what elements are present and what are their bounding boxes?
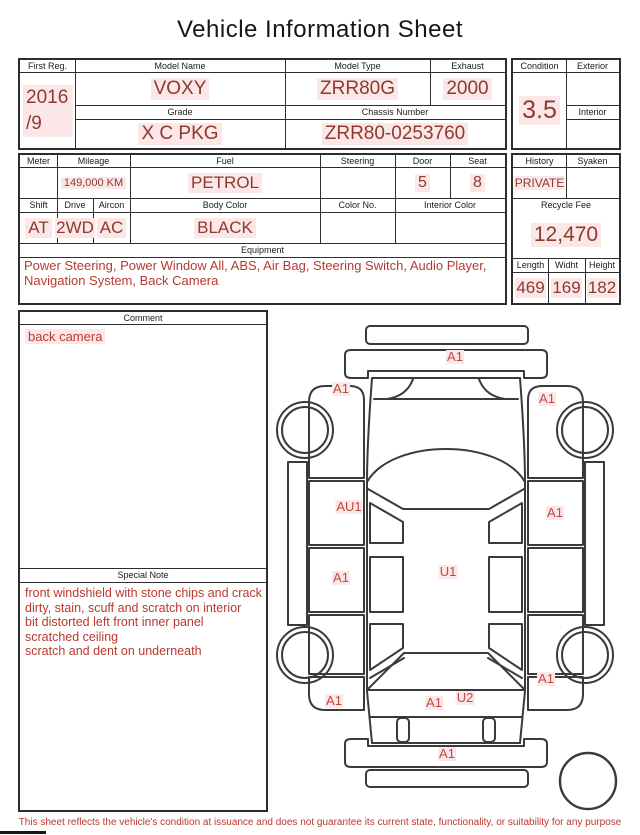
right-taillight <box>483 718 495 742</box>
damage-code-A1: A1 <box>439 746 455 761</box>
door-label: Door <box>412 156 433 166</box>
right-front-window <box>489 503 522 543</box>
seat-value <box>450 167 505 198</box>
shift-text: AT <box>25 218 51 238</box>
interior-label: Interior <box>578 107 607 117</box>
body-color-label: Body Color <box>202 200 248 210</box>
drive-label: Drive <box>64 200 86 210</box>
mileage-text: 149,000 KM <box>61 177 126 189</box>
chassis-number-label: Chassis Number <box>361 107 429 117</box>
right-quarter-window <box>489 624 522 670</box>
comment-value: back camera <box>25 329 105 344</box>
seat-label: Seat <box>468 156 487 166</box>
special-note-line: bit distorted left front inner panel <box>25 615 204 629</box>
model-type-value <box>285 72 430 105</box>
condition-value <box>513 72 566 148</box>
spare-tire <box>560 753 616 809</box>
aircon-value <box>93 212 130 243</box>
right-sill <box>585 462 604 625</box>
steering-label: Steering <box>340 156 375 166</box>
exhaust-label: Exhaust <box>451 61 484 71</box>
shift-value <box>20 212 57 243</box>
fuel-label: Fuel <box>216 156 234 166</box>
history-label: History <box>525 156 554 166</box>
interior-color-label: Interior Color <box>423 200 477 210</box>
hood-right-curve <box>479 379 505 399</box>
seat-text: 8 <box>470 174 485 192</box>
shift-label: Shift <box>29 200 48 210</box>
damage-code-AU1: AU1 <box>336 499 362 514</box>
mileage-value <box>57 167 130 198</box>
length-text: 469 <box>516 277 545 297</box>
special-note-line: front windshield with stone chips and crack <box>25 586 262 600</box>
aircon-label: Aircon <box>98 200 125 210</box>
left-quarter-window <box>370 624 403 670</box>
spec-table <box>18 153 507 305</box>
height-label: Height <box>588 260 615 270</box>
exterior-label: Exterior <box>576 61 608 71</box>
front-roof-strip <box>366 326 528 344</box>
width-text: 169 <box>552 277 581 297</box>
body-left-front-edge <box>367 378 372 482</box>
registration-table <box>18 58 507 150</box>
exterior-value <box>566 72 619 105</box>
equipment-value: Power Steering, Power Window All, ABS, Air Bag, Steering Switch, Audio Player, Navigation System, Back Camera <box>24 258 487 288</box>
special-note-label: Special Note <box>117 570 169 580</box>
left-taillight <box>397 718 409 742</box>
first-reg-year: 2016 <box>23 85 73 111</box>
door-text: 5 <box>415 174 430 192</box>
history-text: PRIVATE <box>514 175 565 190</box>
right-mid-window <box>489 557 522 612</box>
left-front-wheel <box>277 402 333 458</box>
condition-box <box>511 58 621 150</box>
damage-code-A1: A1 <box>447 349 463 364</box>
disclaimer-text: This sheet reflects the vehicle's condition at issuance and does not guarantee its current state, functionality, or suitability for any purpose <box>18 817 622 828</box>
model-name-value <box>75 72 285 105</box>
damage-code-A1: A1 <box>538 671 554 686</box>
body-right-front-edge <box>520 378 525 482</box>
recycle-fee-value <box>513 212 619 258</box>
left-front-window <box>370 503 403 543</box>
aircon-text: AC <box>97 218 127 238</box>
right-front-wheel-inner <box>562 407 608 453</box>
grade-text: X C PKG <box>138 123 221 145</box>
page-edge-mark <box>0 831 46 834</box>
comment-box <box>18 310 268 812</box>
grid-line <box>20 324 266 325</box>
rear-window <box>367 653 525 690</box>
grade-value <box>75 119 285 148</box>
rear-roof-strip <box>366 770 528 787</box>
car-top-view <box>367 378 525 743</box>
first-reg-value <box>23 73 73 148</box>
meter-label: Meter <box>26 156 50 166</box>
left-side-panels <box>277 386 364 710</box>
width-label: Widht <box>554 260 578 270</box>
special-note-lines <box>25 586 262 659</box>
model-name-label: Model Name <box>154 61 206 71</box>
meter-value <box>20 167 57 198</box>
body-color-text: BLACK <box>194 218 256 238</box>
grade-label: Grade <box>167 107 193 117</box>
hood-left-curve <box>387 379 413 399</box>
comment-label: Comment <box>123 313 163 323</box>
first-reg-label: First Reg. <box>27 61 67 71</box>
page-title: Vehicle Information Sheet <box>176 16 463 43</box>
body-color-value <box>130 212 320 243</box>
door-value <box>395 167 450 198</box>
comment-text <box>25 329 105 344</box>
interior-color-value <box>395 212 505 243</box>
right-rear-door <box>528 548 583 612</box>
left-front-wheel-inner <box>282 407 328 453</box>
syaken-label: Syaken <box>577 156 608 166</box>
damage-diagram <box>270 310 640 815</box>
right-front-wheel <box>557 402 613 458</box>
exhaust-text: 2000 <box>443 78 491 100</box>
right-side-panels <box>528 386 613 710</box>
special-note-line: scratch and dent on underneath <box>25 644 202 658</box>
condition-label: Condition <box>520 61 559 71</box>
roof-dome <box>367 449 525 482</box>
drive-text: 2WD <box>56 217 94 237</box>
interior-value <box>566 119 619 148</box>
left-quarter-panel <box>309 615 364 674</box>
fuel-text: PETROL <box>188 173 262 193</box>
damage-code-U1: U1 <box>439 564 457 579</box>
chassis-number-value <box>285 119 505 148</box>
chassis-number-text: ZRR80-0253760 <box>322 123 468 145</box>
car-diagram <box>270 310 640 815</box>
height-text: 182 <box>587 277 617 297</box>
damage-code-A1: A1 <box>547 505 563 520</box>
history-box <box>511 153 621 305</box>
special-note-line: dirty, stain, scuff and scratch on interior <box>25 600 242 615</box>
grid-line <box>20 582 266 583</box>
damage-code-A1: A1 <box>326 693 342 708</box>
syaken-value <box>566 167 619 198</box>
damage-code-A1: A1 <box>333 381 349 396</box>
color-no-label: Color No. <box>338 200 377 210</box>
left-sill <box>288 462 307 625</box>
equipment-label: Equipment <box>240 245 285 255</box>
length-value <box>513 272 548 303</box>
model-type-label: Model Type <box>334 61 381 71</box>
special-note-line: scratched ceiling <box>25 629 119 644</box>
damage-code-A1: A1 <box>333 570 349 585</box>
fuel-value <box>130 167 320 198</box>
left-d-pillar <box>370 658 404 678</box>
height-value <box>585 272 619 303</box>
steering-value <box>320 167 395 198</box>
right-d-pillar <box>488 658 522 678</box>
length-label: Length <box>516 260 545 270</box>
left-front-fender <box>309 386 364 478</box>
history-value <box>513 167 566 198</box>
condition-text: 3.5 <box>519 96 560 125</box>
first-reg-month: /9 <box>23 111 73 137</box>
right-rear-wheel-inner <box>562 632 608 678</box>
damage-code-U2: U2 <box>456 690 474 705</box>
recycle-fee-label: Recycle Fee <box>540 200 592 210</box>
exhaust-value <box>430 72 505 105</box>
damage-code-A1: A1 <box>539 391 555 406</box>
mileage-label: Mileage <box>77 156 110 166</box>
model-name-text: VOXY <box>151 78 210 100</box>
windshield-base <box>368 489 524 509</box>
color-no-value <box>320 212 395 243</box>
drive-value <box>57 212 93 243</box>
model-type-text: ZRR80G <box>317 78 398 100</box>
right-quarter-panel <box>528 615 583 674</box>
width-value <box>548 272 585 303</box>
recycle-fee-text: 12,470 <box>531 223 601 247</box>
left-rear-wheel-inner <box>282 632 328 678</box>
left-mid-window <box>370 557 403 612</box>
damage-code-A1: A1 <box>426 695 442 710</box>
